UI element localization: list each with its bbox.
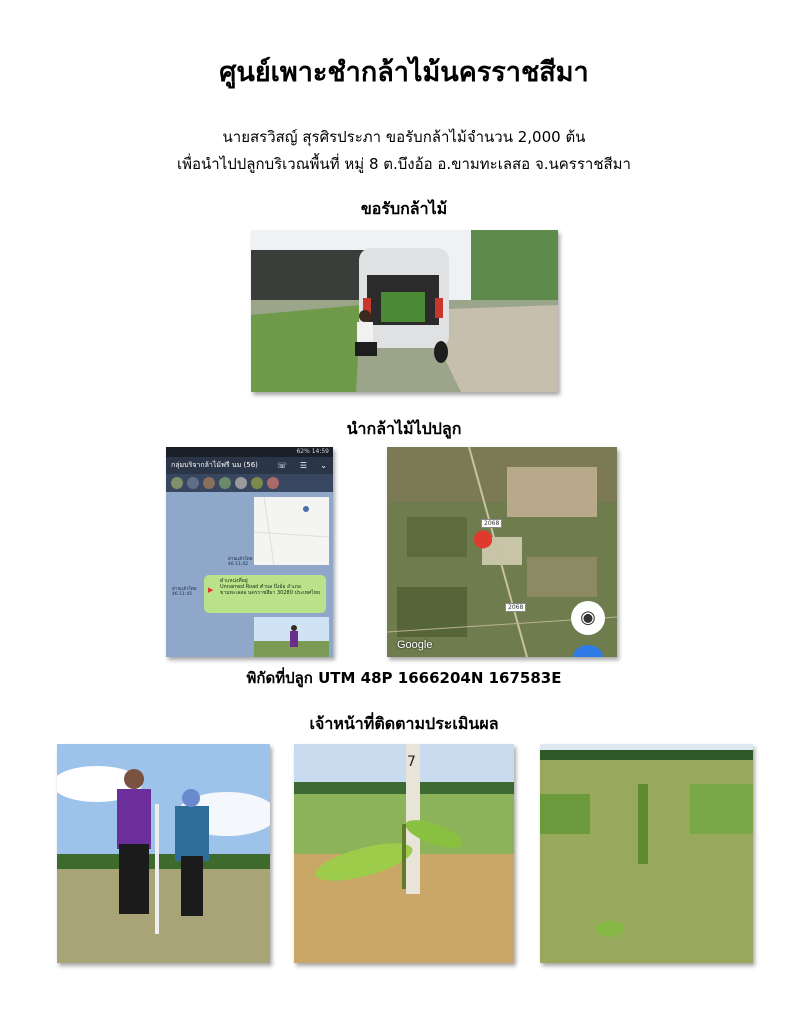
read-time-2: อ่านแล้วโดย 46 11:45 — [172, 587, 197, 597]
avatar — [267, 477, 279, 489]
location-text: Unnamed Road ตำบล บึงอ้อ อำเภอ ขามทะเลสอ นครราชสีมา 30280 ประเทศไทย — [220, 584, 320, 596]
road-label: 2068 — [481, 519, 502, 528]
location-label: ตำแหน่งที่อยู่ — [220, 578, 248, 584]
menu-icon: ☰ — [299, 461, 307, 470]
photo-seedling-row — [540, 744, 753, 963]
photo-seedling-with-pole — [294, 744, 514, 963]
avatar — [235, 477, 247, 489]
request-line: นายสรวิสญ์ สุรศิรประภา ขอรับกล้าไม้จำนวน 2,000 ต้น — [222, 128, 586, 146]
chat-photo-message — [254, 617, 329, 657]
photo-receiving-seedlings — [251, 230, 558, 392]
avatar — [251, 477, 263, 489]
avatar — [171, 477, 183, 489]
section-planting-heading: นำกล้าไม้ไปปลูก — [346, 419, 462, 438]
chevron-down-icon: ⌄ — [320, 461, 327, 470]
chat-header — [166, 457, 333, 474]
google-logo: Google — [397, 639, 433, 651]
avatar — [187, 477, 199, 489]
planting-coordinates: พิกัดที่ปลูก UTM 48P 1666204N 167583E — [246, 669, 562, 687]
member-avatars — [166, 474, 333, 492]
my-location-icon[interactable]: ◉ — [571, 601, 605, 635]
section-followup-heading: เจ้าหน้าที่ติดตามประเมินผล — [309, 714, 499, 733]
map-pin-icon: ⬤ — [473, 528, 494, 549]
section-receive-heading: ขอรับกล้าไม้ — [360, 199, 448, 218]
chat-screenshot — [166, 447, 333, 657]
satellite-map — [387, 447, 617, 657]
location-message — [204, 575, 326, 613]
purpose-line: เพื่อนำไปปลูกบริเวณพื้นที่ หมู่ 8 ต.บึงอ้อ อ.ขามทะเลสอ จ.นครราชสีมา — [177, 155, 631, 173]
page-title: ศูนย์เพาะชำกล้าไม้นครราชสีมา — [219, 57, 589, 88]
read-time-1: อ่านแล้วโดย 46 11:42 — [228, 557, 253, 567]
map-thumbnail-message — [254, 497, 329, 565]
photo-officers-in-field — [57, 744, 270, 963]
chat-group-title: กลุ่มบริจากล้าไม้ฟรี นม (56) — [171, 461, 258, 469]
road-label: 2068 — [505, 603, 526, 612]
avatar — [219, 477, 231, 489]
avatar — [203, 477, 215, 489]
location-pin-icon: ▶ — [208, 586, 214, 594]
phone-status-bar: 62% 14:59 — [166, 447, 333, 457]
phone-icon: ☏ — [276, 461, 287, 470]
svg-text:7: 7 — [407, 754, 416, 770]
